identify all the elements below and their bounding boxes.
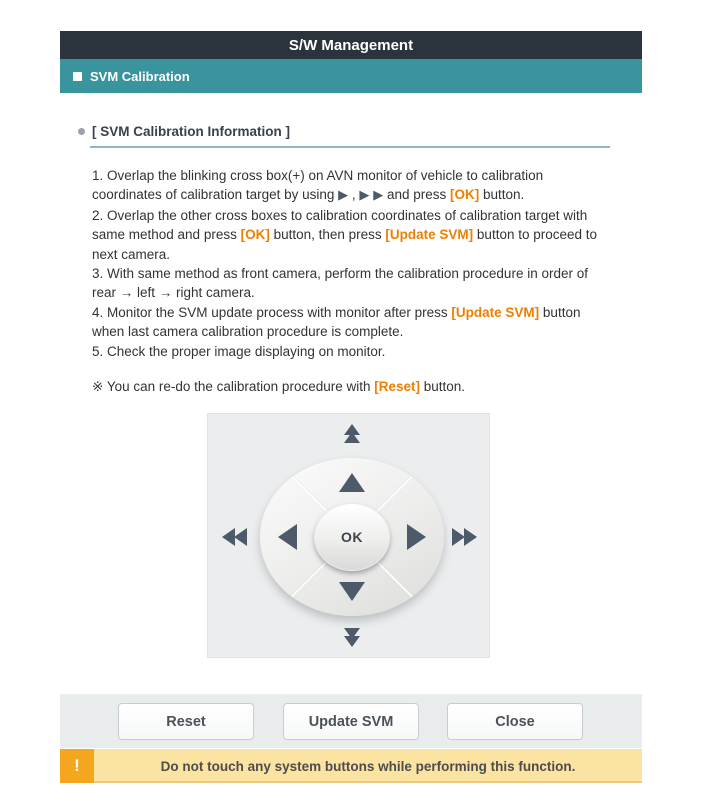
accent-text: [Reset] xyxy=(374,379,420,394)
play-icon: ▶ xyxy=(359,188,370,204)
window-title-bar xyxy=(60,31,642,59)
note-text xyxy=(92,377,615,396)
text-segment: 4. Monitor the SVM update process with monitor after press xyxy=(92,304,452,320)
dpad-panel xyxy=(207,413,490,658)
dpad-fast-left-button[interactable] xyxy=(222,528,247,546)
dpad-left-button[interactable] xyxy=(278,524,297,550)
double-down-arrow-icon xyxy=(344,636,360,647)
instruction-item xyxy=(92,166,615,206)
footer-button-bar xyxy=(60,694,642,748)
text-segment: button, then press xyxy=(269,227,386,243)
double-right-arrow-icon xyxy=(464,528,477,546)
double-left-arrow-icon xyxy=(234,528,247,546)
text-segment: ※ You can re-do the calibration procedure with xyxy=(92,379,375,394)
up-arrow-icon xyxy=(339,473,365,492)
exclamation-icon: ! xyxy=(60,749,94,783)
section-header-label: SVM Calibration xyxy=(90,68,190,84)
page-title: S/W Management xyxy=(288,36,414,54)
dpad-fast-right-button[interactable] xyxy=(452,528,477,546)
warning-bar xyxy=(60,749,642,783)
instruction-item xyxy=(92,303,615,342)
right-arrow-icon xyxy=(407,524,426,550)
update-svm-button[interactable]: Update SVM xyxy=(283,703,419,740)
dpad-fast-up-button[interactable] xyxy=(344,424,360,443)
text-segment: , xyxy=(348,187,360,203)
dpad-fast-down-button[interactable] xyxy=(344,628,360,647)
play-icon: ▶ xyxy=(338,188,349,204)
text-segment: button when last camera calibration procedure is complete. xyxy=(92,304,581,340)
instruction-item xyxy=(92,264,615,303)
info-section-title: [ SVM Calibration Information ] xyxy=(92,124,290,139)
reset-button[interactable]: Reset xyxy=(118,703,254,740)
instruction-list xyxy=(92,166,615,361)
dpad-down-button[interactable] xyxy=(339,582,365,601)
text-segment: button. xyxy=(420,379,466,394)
instruction-item xyxy=(92,206,615,264)
left-arrow-icon xyxy=(278,524,297,550)
text-segment: 5. Check the proper image displaying on monitor. xyxy=(92,343,386,359)
section-divider xyxy=(90,146,610,148)
ok-button[interactable]: OK xyxy=(314,503,390,571)
accent-text: [OK] xyxy=(449,187,480,203)
text-segment: button to proceed to next camera. xyxy=(92,227,598,262)
text-segment: button. xyxy=(479,187,525,203)
dpad-up-button[interactable] xyxy=(339,473,365,492)
accent-text: [Update SVM] xyxy=(451,304,540,320)
accent-text: [Update SVM] xyxy=(385,227,474,243)
text-segment: and press xyxy=(383,187,450,203)
accent-text: [OK] xyxy=(240,227,270,243)
warning-text: Do not touch any system buttons while performing this function. xyxy=(94,749,642,783)
down-arrow-icon xyxy=(339,582,365,601)
section-header-bar xyxy=(60,59,642,93)
close-button[interactable]: Close xyxy=(447,703,583,740)
play-icon: ▶ xyxy=(373,188,384,204)
text-segment: 3. With same method as front camera, perform the calibration procedure in order of rear → left → right camera. xyxy=(92,266,588,301)
text-segment: 1. Overlap the blinking cross box(+) on AVN monitor of vehicle to calibration coordinates of calibration target by using xyxy=(92,168,544,203)
circle-bullet-icon xyxy=(78,128,85,135)
square-bullet-icon xyxy=(73,72,82,81)
instruction-item xyxy=(92,342,615,361)
double-up-arrow-icon xyxy=(344,432,360,443)
dpad-right-button[interactable] xyxy=(407,524,426,550)
text-segment: 2. Overlap the other cross boxes to calibration coordinates of calibration target with same method and press xyxy=(92,207,588,243)
info-section-heading xyxy=(78,124,290,139)
